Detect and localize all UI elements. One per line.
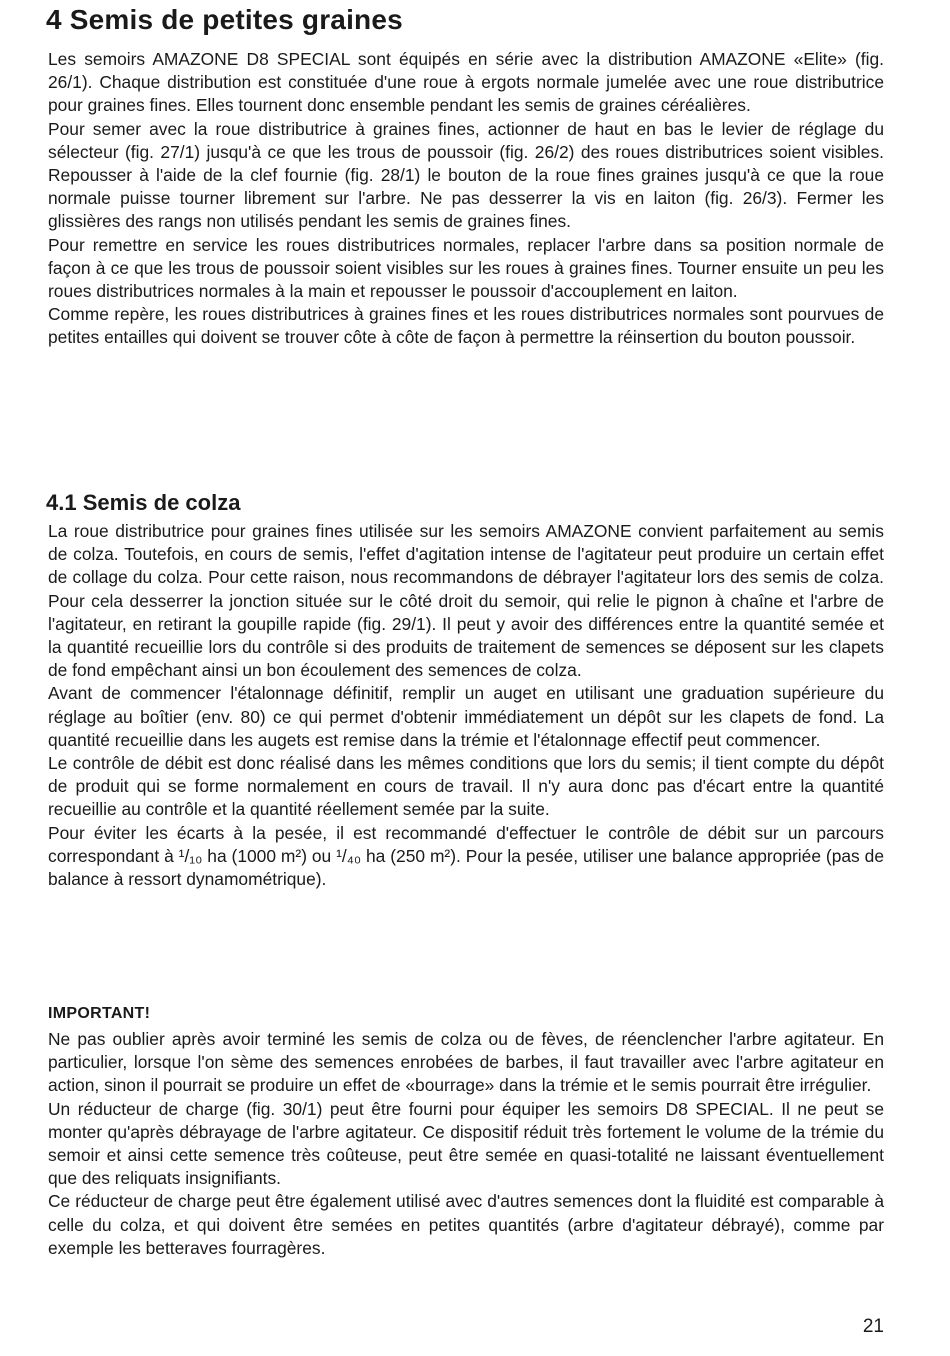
paragraph: Pour semer avec la roue distributrice à graines fines, actionner de haut en bas le levier de réglage du sélecteur (fig. 27/1) jusqu'à ce que les trous de poussoir (fig. 26/2) des roues distributrices soient visibles. Repousser à l'aide de la clef fournie (fig. 28/1) le bouton de la roue fines graines jusqu'à ce que la roue normale puisse tourner librement sur l'arbre. Ne pas desserrer la vis en laiton (fig. 26/3). Fermer les glissières des rangs non utilisés pendant les semis de graines fines. [48, 118, 884, 232]
paragraph: Pour remettre en service les roues distributrices normales, replacer l'arbre dans sa position normale de façon à ce que les trous de poussoir soient visibles sur les roues à graines fines. Tourner ensuite un peu les roues distributrices normales à la main et repousser le poussoir d'accouplement en laiton. [48, 234, 884, 302]
important-body [48, 1028, 884, 1260]
paragraph: Les semoirs AMAZONE D8 SPECIAL sont équipés en série avec la distribution AMAZONE «Elite» (fig. 26/1). Chaque distribution est constituée d'une roue à ergots normale jumelée avec une roue distributrice pour graines fines. Elles tournent donc ensemble pendant les semis de graines céréalières. [48, 49, 884, 116]
paragraph: Ne pas oublier après avoir terminé les semis de colza ou de fèves, de réenclencher l'arbre agitateur. En particulier, lorsque l'on sème des semences enrobées de barbes, il faut travailler avec l'arbre agitateur en action, sinon il pourrait se produire un effet de «bourrage» dans la trémie et le semis pourrait être irrégulier. [48, 1029, 884, 1096]
paragraph: La roue distributrice pour graines fines utilisée sur les semoirs AMAZONE convient parfaitement au semis de colza. Toutefois, en cours de semis, l'effet d'agitation intense de l'agitateur peut produire un certain effet de collage du colza. Pour cette raison, nous recommandons de débrayer l'agitateur lors des semis de colza. Pour cela desserrer la jonction située sur le côté droit du semoir, qui relie le pignon à chaîne et l'arbre de l'agitateur, en retirant la goupille rapide (fig. 29/1). Il peut y avoir des différences entre la quantité semée et la quantité recueillie lors du contrôle si des produits de traitement de semences se déposent sur les clapets de fond empêchant ainsi un bon écoulement des semences de colza. [48, 521, 884, 681]
page-number: 21 [862, 1316, 884, 1337]
important-heading: IMPORTANT! [48, 1005, 151, 1022]
paragraph: Le contrôle de débit est donc réalisé dans les mêmes conditions que lors du semis; il tient compte du dépôt de produit qui se forme normalement en cours de travail. Il n'y aura donc pas d'écart entre la quantité recueillie au contrôle et la quantité réellement semée par la suite. [48, 753, 884, 820]
section-4-1-body [48, 520, 884, 891]
section-4-body [48, 48, 884, 350]
paragraph: Comme repère, les roues distributrices à graines fines et les roues distributrices normales sont pourvues de petites entailles qui doivent se trouver côte à côte de façon à permettre la réinsertion du bouton poussoir. [48, 304, 884, 348]
paragraph: Un réducteur de charge (fig. 30/1) peut être fourni pour équiper les semoirs D8 SPECIAL. Il ne peut se monter qu'après débrayage de l'arbre agitateur. Ce dispositif réduit très fortement le volume de la trémie du semoir et ainsi cette semence très coûteuse, peut être semée en quasi-totalité ne laissant éventuellement que des reliquats insignifiants. [48, 1098, 884, 1189]
paragraph: Pour éviter les écarts à la pesée, il est recommandé d'effectuer le contrôle de débit sur un parcours correspondant à ¹/₁₀ ha (1000 m²) ou ¹/₄₀ ha (250 m²). Pour la pesée, utiliser une balance appropriée (pas de balance à ressort dynamométrique). [48, 822, 884, 890]
subsection-title: 4.1 Semis de colza [46, 490, 241, 515]
paragraph: Avant de commencer l'étalonnage définitif, remplir un auget en utilisant une graduation supérieure du réglage au boîtier (env. 80) ce qui permet d'obtenir immédiatement un dépôt sur les clapets de fond. La quantité recueillie dans les augets est remise dans la trémie et l'étalonnage effectif peut commencer. [48, 683, 884, 750]
section-title: 4 Semis de petites graines [46, 4, 403, 35]
paragraph: Ce réducteur de charge peut être également utilisé avec d'autres semences dont la fluidité est comparable à celle du colza, et qui doivent être semées en petites quantités (arbre d'agitateur débrayé), comme par exemple les betteraves fourragères. [48, 1191, 884, 1258]
